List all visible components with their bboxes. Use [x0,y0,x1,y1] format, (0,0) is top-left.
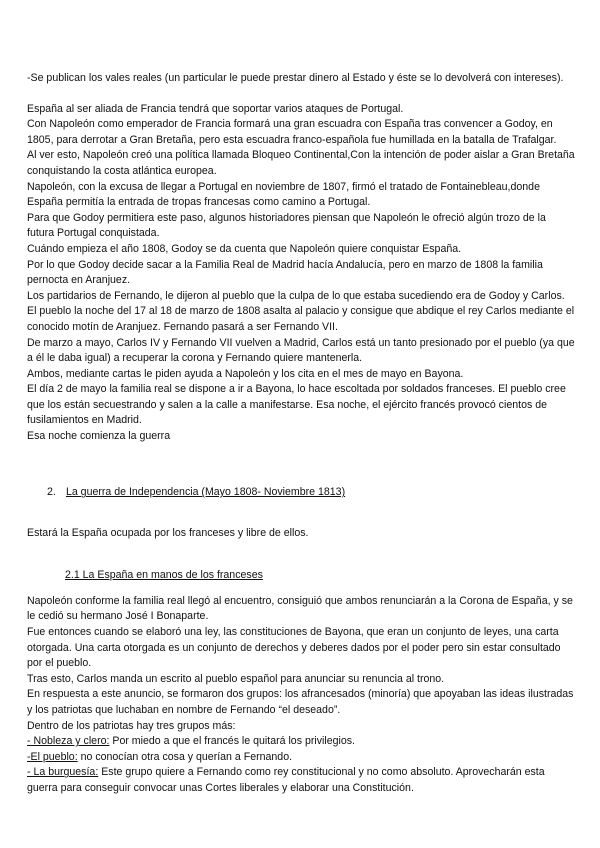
group-text: Por miedo a que el francés le quitará los privilegios. [109,735,355,748]
paragraph: Los partidarios de Fernando, le dijeron al pueblo que la culpa de lo que estaba sucediendo era de Godoy y Carlos. El pueblo la noche del 17 al 18 de marzo de 1808 asalta al palacio y consigue que abdique el rey Carlos mediante el conocido motín de Aranjuez. Fernando pasará a ser Fernando VII. [27,289,575,333]
paragraph: Napoleón, con la excusa de llegar a Portugal en noviembre de 1807, firmó el tratado de Fontainebleau,donde España permitía la entrada de tropas francesas como camino a Portugal. [27,180,540,209]
paragraph: Al ver esto, Napoleón creó una política llamada Bloqueo Continental,Con la intención de poder aislar a Gran Bretaña conquistando la costa atlántica europea. [27,149,575,177]
subsection-heading [65,568,575,584]
group-item-nobleza [27,734,575,750]
paragraph: Fue entonces cuando se elaboró una ley, las constituciones de Bayona, que eran un conjunto de leyes, una carta otorgada. Una carta otorgada es un conjunto de derechos y deberes dados por el poder pero sin estar consultado por el pueblo. [27,626,561,670]
document-body [27,71,575,797]
paragraph: Napoleón conforme la familia real llegó al encuentro, consiguió que ambos renunciarán a la Corona de España, y se le cedió su hermano José I Bonaparte. [27,594,573,623]
subsection-title: 2.1 La España en manos de los franceses [65,568,263,581]
paragraph: En respuesta a este anuncio, se formaron dos grupos: los afrancesados (minoría) que apoyaban las ideas ilustradas y los patriotas que luchaban en nombre de Fernando “el deseado”. [27,688,574,716]
group-text: Este grupo quiere a Fernando como rey constitucional y no como absoluto. Aprovecharán esta guerra para conseguir convocar unas Cortes liberales y elaborar una Constitución. [27,766,545,794]
paragraph: España al ser aliada de Francia tendrá que soportar varios ataques de Portugal. [27,102,404,115]
paragraph: Con Napoleón como emperador de Francia formará una gran escuadra con España tras convencer a Godoy, en 1805, para derrotar a Gran Bretaña, pero esta escuadra franco-española fue humillada en la batalla de Trafalgar. [27,118,557,146]
paragraph: Cuándo empieza el año 1808, Godoy se da cuenta que Napoleón quiere conquistar España. [27,242,462,255]
group-text: no conocían otra cosa y querían a Fernando. [77,750,293,763]
paragraph: El día 2 de mayo la familia real se dispone a ir a Bayona, lo hace escoltada por soldados franceses. El pueblo cree que los están secuestrando y salen a la calle a manifestarse. Esa noche, el ejército francés provocó cientos de fusilamientos en Madrid. [27,383,566,427]
paragraph: Para que Godoy permitiera este paso, algunos historiadores piensan que Napoleón le ofreció algún trozo de la futura Portugal conquistada. [27,211,546,240]
section-title: La guerra de Independencia (Mayo 1808- Noviembre 1813) [65,486,346,499]
group-label: - Nobleza y clero: [27,735,110,748]
section-intro: Estará la España ocupada por los franceses y libre de ellos. [27,527,309,540]
paragraph: De marzo a mayo, Carlos IV y Fernando VII vuelven a Madrid, Carlos está un tanto presionado por el pueblo (ya que a él le daba igual) a recuperar la corona y Fernando quiere mantenerla. [27,336,575,365]
group-item-burguesia [27,765,575,796]
paragraph: Por lo que Godoy decide sacar a la Familia Real de Madrid hacía Andalucía, pero en marzo de 1808 la familia pernocta en Aranjuez. [27,258,543,287]
paragraph: Ambos, mediante cartas le piden ayuda a Napoleón y los cita en el mes de mayo en Bayona. [27,367,464,380]
paragraph: Esa noche comienza la guerra [27,430,171,443]
section-number: 2. [47,486,56,499]
group-item-pueblo [27,750,575,766]
group-label: - La burguesía: [27,766,99,779]
section-heading [47,485,575,501]
paragraph: Tras esto, Carlos manda un escrito al pueblo español para anunciar su renuncia al trono. [27,672,445,685]
paragraph-vales-reales: -Se publican los vales reales (un particular le puede prestar dinero al Estado y éste se lo devolverá con intereses). [27,72,564,84]
paragraph: Dentro de los patriotas hay tres grupos más: [27,719,236,732]
group-label: -El pueblo: [27,750,78,763]
